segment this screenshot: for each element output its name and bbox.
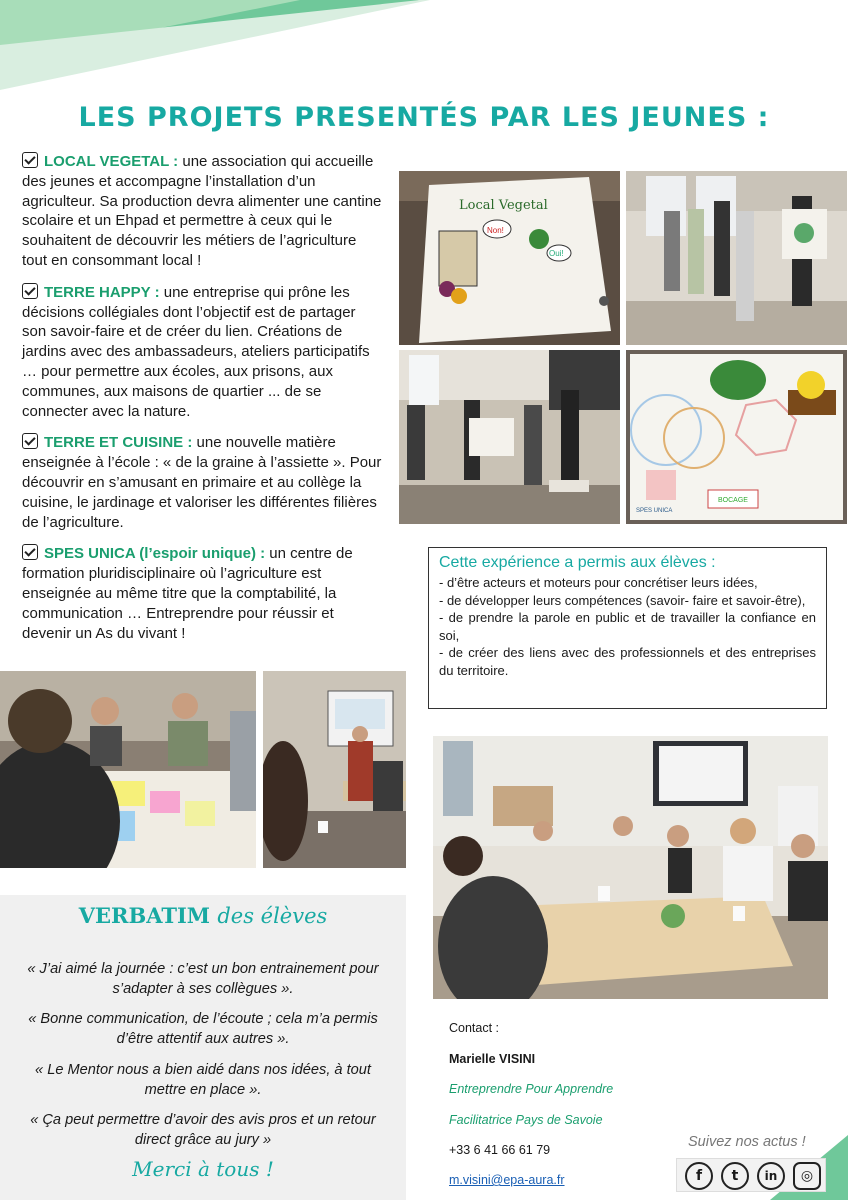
svg-text:Non!: Non!: [487, 226, 504, 235]
facebook-icon[interactable]: f: [685, 1162, 713, 1190]
contact-name: Marielle VISINI: [449, 1052, 536, 1066]
follow-label: Suivez nos actus !: [688, 1134, 806, 1150]
twitter-icon[interactable]: t: [721, 1162, 749, 1190]
experience-box: [428, 547, 827, 709]
photo-students-presenting: [626, 171, 847, 345]
photo-local-vegetal-poster: [399, 171, 620, 345]
linkedin-icon[interactable]: in: [757, 1162, 785, 1190]
project-terre-et-cuisine: TERRE ET CUISINE : une nouvelle matière enseignée à l’école : « de la graine à l’assiette ». Pour découvrir en s’amusant en primaire et au collège la cuisine, le jardinage et valoriser les différentes filières de l’agriculture.: [22, 434, 382, 531]
quote: « Bonne communication, de l’écoute ; cela m’a permis d’être attentif aux autres ».: [28, 1011, 378, 1047]
contact-role: Facilitatrice Pays de Savoie: [449, 1113, 603, 1127]
top-decoration: [0, 0, 848, 90]
photo-workshop-table: [0, 671, 256, 868]
photo-classroom-meeting: [433, 736, 828, 999]
contact-email-link[interactable]: m.visini@epa-aura.fr: [449, 1173, 565, 1187]
quote: « J’ai aimé la journée : c’est un bon entrainement pour s’adapter à ses collègues ».: [27, 961, 379, 997]
experience-item: - de développer leurs compétences (savoir- faire et savoir-être),: [439, 592, 806, 608]
photo-board-poster: [626, 350, 847, 524]
thanks-text: Merci à tous !: [132, 1157, 274, 1181]
project-terre-happy: TERRE HAPPY : une entreprise qui prône les décisions collégiales dont l’objectif est de partager son savoir-faire et de créer du lien. Créations de jardins avec des ambassadeurs, ateliers participatifs … pour permettre aux écoles, aux prisons, aux communes, aux maisons de quartier ... de se connecter avec la nature.: [22, 283, 370, 420]
verbatim-title: VERBATIM des élèves: [78, 903, 328, 928]
contact-program: Entreprendre Pour Apprendre: [449, 1082, 614, 1096]
experience-item: - de créer des liens avec des professionnels et des entreprises du territoire.: [439, 645, 816, 678]
verbatim-section: [0, 895, 406, 1200]
instagram-icon[interactable]: ◎: [793, 1162, 821, 1190]
photo-group-presentation: [399, 350, 620, 524]
photo-screen-presentation: [263, 671, 406, 868]
experience-title: Cette expérience a permis aux élèves :: [439, 554, 716, 571]
project-local-vegetal: LOCAL VEGETAL : une association qui accueille des jeunes et accompagne l’installation d’un agriculteur. Sa production devra alimenter une cantine scolaire et un Ehpad et permettre à ceux qui le souhaitent de découvrir les métiers de l’agriculture tout en consommant local !: [22, 153, 382, 269]
checkbox-icon: [22, 433, 38, 449]
svg-text:SPES UNICA: SPES UNICA: [636, 508, 673, 514]
contact-label: Contact :: [449, 1021, 500, 1035]
experience-item: - d’être acteurs et moteurs pour concrétiser leurs idées,: [439, 575, 758, 590]
svg-text:Oui!: Oui!: [549, 249, 564, 258]
page-title: LES PROJETS PRESENTÉS PAR LES JEUNES :: [78, 102, 770, 133]
social-bar: [676, 1158, 826, 1192]
svg-text:Local Vegetal: Local Vegetal: [459, 198, 548, 213]
svg-text:BOCAGE: BOCAGE: [718, 497, 748, 504]
quote: « Ça peut permettre d’avoir des avis pros et un retour direct grâce au jury »: [30, 1112, 376, 1148]
experience-item: - de prendre la parole en public et de travailler la confiance en soi,: [439, 610, 816, 643]
projects-list: [22, 152, 382, 655]
checkbox-icon: [22, 283, 38, 299]
checkbox-icon: [22, 544, 38, 560]
project-spes-unica: SPES UNICA (l’espoir unique) : un centre de formation pluridisciplinaire où l’agriculture est enseignée au même titre que la comptabilité, la communication … Entreprendre pour réussir et devenir un As du vivant !: [22, 545, 353, 642]
quote: « Le Mentor nous a bien aidé dans nos idées, à tout mettre en place ».: [35, 1062, 371, 1098]
contact-phone: +33 6 41 66 61 79: [449, 1143, 551, 1157]
checkbox-icon: [22, 152, 38, 168]
